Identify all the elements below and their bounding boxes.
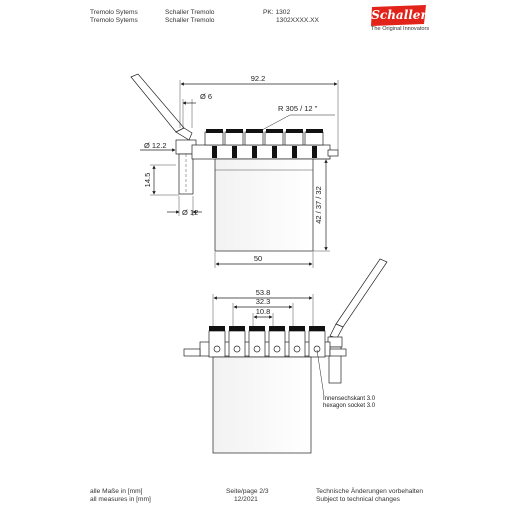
saddles — [205, 132, 323, 145]
logo-tagline: The Original Innovators — [371, 26, 430, 32]
label-post-height: 14.5 — [143, 172, 152, 188]
tremolo-arm-bottom — [336, 259, 387, 327]
header-pk: PK: 1302 — [263, 9, 291, 16]
logo-wordmark: Schaller — [371, 8, 427, 22]
footer-units-en: all measures in [mm] — [90, 496, 151, 503]
label-width-inner: 10.8 — [255, 307, 271, 316]
label-arm-diameter: Ø 6 — [200, 92, 213, 101]
header-article-number: 1302XXXX.XX — [276, 17, 319, 24]
sustain-block — [215, 159, 313, 251]
header-system-en: Tremolo Sytems — [90, 17, 138, 24]
radius-leader — [262, 115, 290, 130]
label-width-outer: 53.8 — [255, 288, 271, 297]
sustain-block-bottom — [213, 357, 311, 453]
label-width-mid: 32.3 — [255, 297, 271, 306]
label-block-height: 42 / 37 / 32 — [314, 186, 323, 224]
label-post-diameter: Ø 12.2 — [144, 141, 167, 150]
header-product-en: Schaller Tremolo — [165, 17, 215, 24]
label-socket-en: hexagon socket 3.0 — [323, 403, 376, 409]
label-overall-width: 92.2 — [250, 74, 266, 83]
label-block-width: 50 — [253, 254, 263, 263]
saddle-screws-bottom — [209, 326, 325, 331]
tremolo-arm — [131, 74, 184, 132]
bottom-view — [184, 259, 387, 453]
footer-changes-de: Technische Änderungen vorbehalten — [316, 488, 424, 495]
footer-units-de: alle Maße in [mm] — [90, 488, 143, 495]
baseplate-tab — [328, 150, 338, 156]
footer-date: 12/2021 — [234, 496, 258, 503]
label-post-base-diameter: Ø 12 — [182, 208, 199, 217]
footer-page: Seite/page 2/3 — [226, 488, 269, 495]
header-system-de: Tremolo Sytems — [90, 9, 138, 16]
label-radius: R 305 / 12 " — [278, 104, 318, 113]
header-product-de: Schaller Tremolo — [165, 9, 215, 16]
label-socket-de: Innensechskant 3.0 — [323, 396, 376, 402]
footer-changes-en: Subject to technical changes — [316, 496, 400, 503]
